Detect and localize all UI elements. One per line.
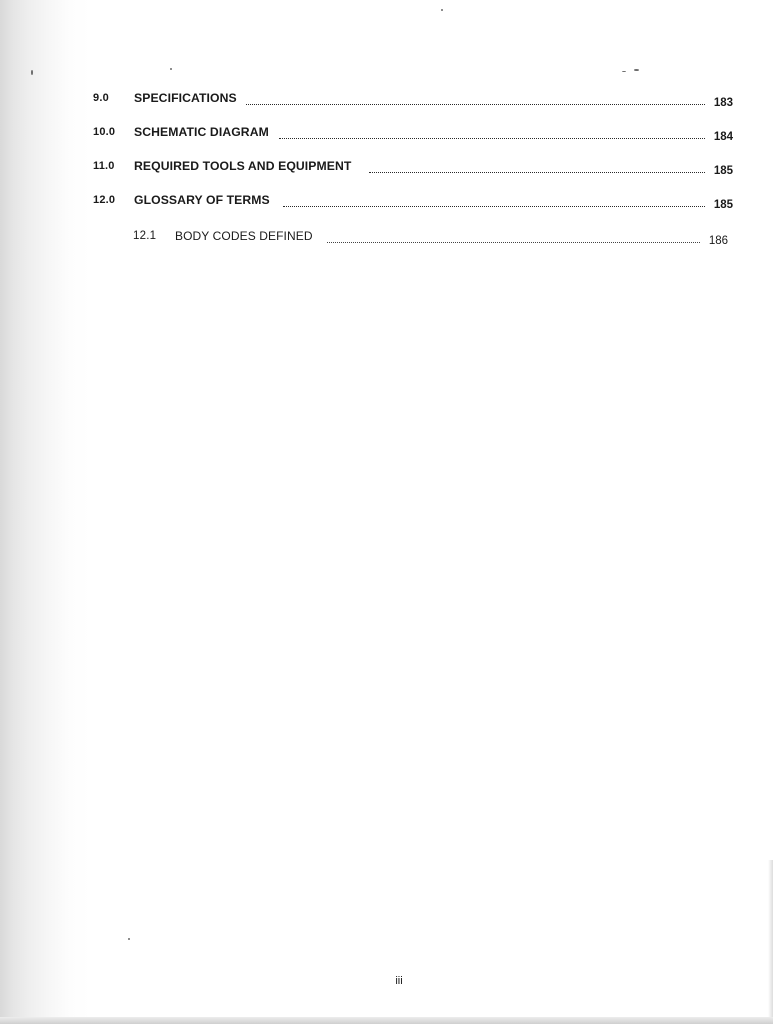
toc-subentry-number: 12.1	[133, 230, 157, 242]
toc-entry-title: SPECIFICATIONS	[134, 91, 237, 105]
toc-entry[interactable]	[93, 126, 733, 146]
toc-entry-title: GLOSSARY OF TERMS	[134, 193, 270, 207]
toc-subentry[interactable]	[133, 230, 728, 250]
dot-leader	[246, 102, 705, 105]
scan-speck	[441, 9, 443, 11]
scan-speck	[170, 68, 172, 70]
toc-entry-title: SCHEMATIC DIAGRAM	[134, 125, 269, 139]
toc-subentry-page: 186	[708, 235, 728, 247]
page-edge-shadow	[768, 860, 773, 1024]
toc-entry-number: 9.0	[93, 92, 109, 104]
dot-leader	[279, 136, 705, 139]
scan-speck	[128, 938, 130, 940]
page-number: iii	[395, 975, 403, 987]
dot-leader	[327, 240, 700, 243]
toc-entry[interactable]	[93, 194, 733, 214]
scan-speck	[622, 71, 626, 72]
toc-entry-page: 185	[713, 165, 733, 177]
toc-entry-number: 12.0	[93, 194, 116, 206]
toc-subentry-title: BODY CODES DEFINED	[175, 229, 313, 243]
dot-leader	[369, 170, 705, 173]
toc-entry-page: 183	[713, 97, 733, 109]
page-edge-shadow	[0, 1017, 773, 1024]
toc-entry-title: REQUIRED TOOLS AND EQUIPMENT	[134, 159, 352, 173]
scan-speck	[634, 69, 639, 71]
toc-entry-number: 10.0	[93, 126, 116, 138]
dot-leader	[283, 204, 705, 207]
toc-entry[interactable]	[93, 92, 733, 112]
scan-speck	[31, 70, 33, 75]
toc-entry-number: 11.0	[93, 160, 115, 172]
toc-entry-page: 185	[713, 199, 733, 211]
toc-entry[interactable]	[93, 160, 733, 180]
toc-entry-page: 184	[713, 131, 733, 143]
